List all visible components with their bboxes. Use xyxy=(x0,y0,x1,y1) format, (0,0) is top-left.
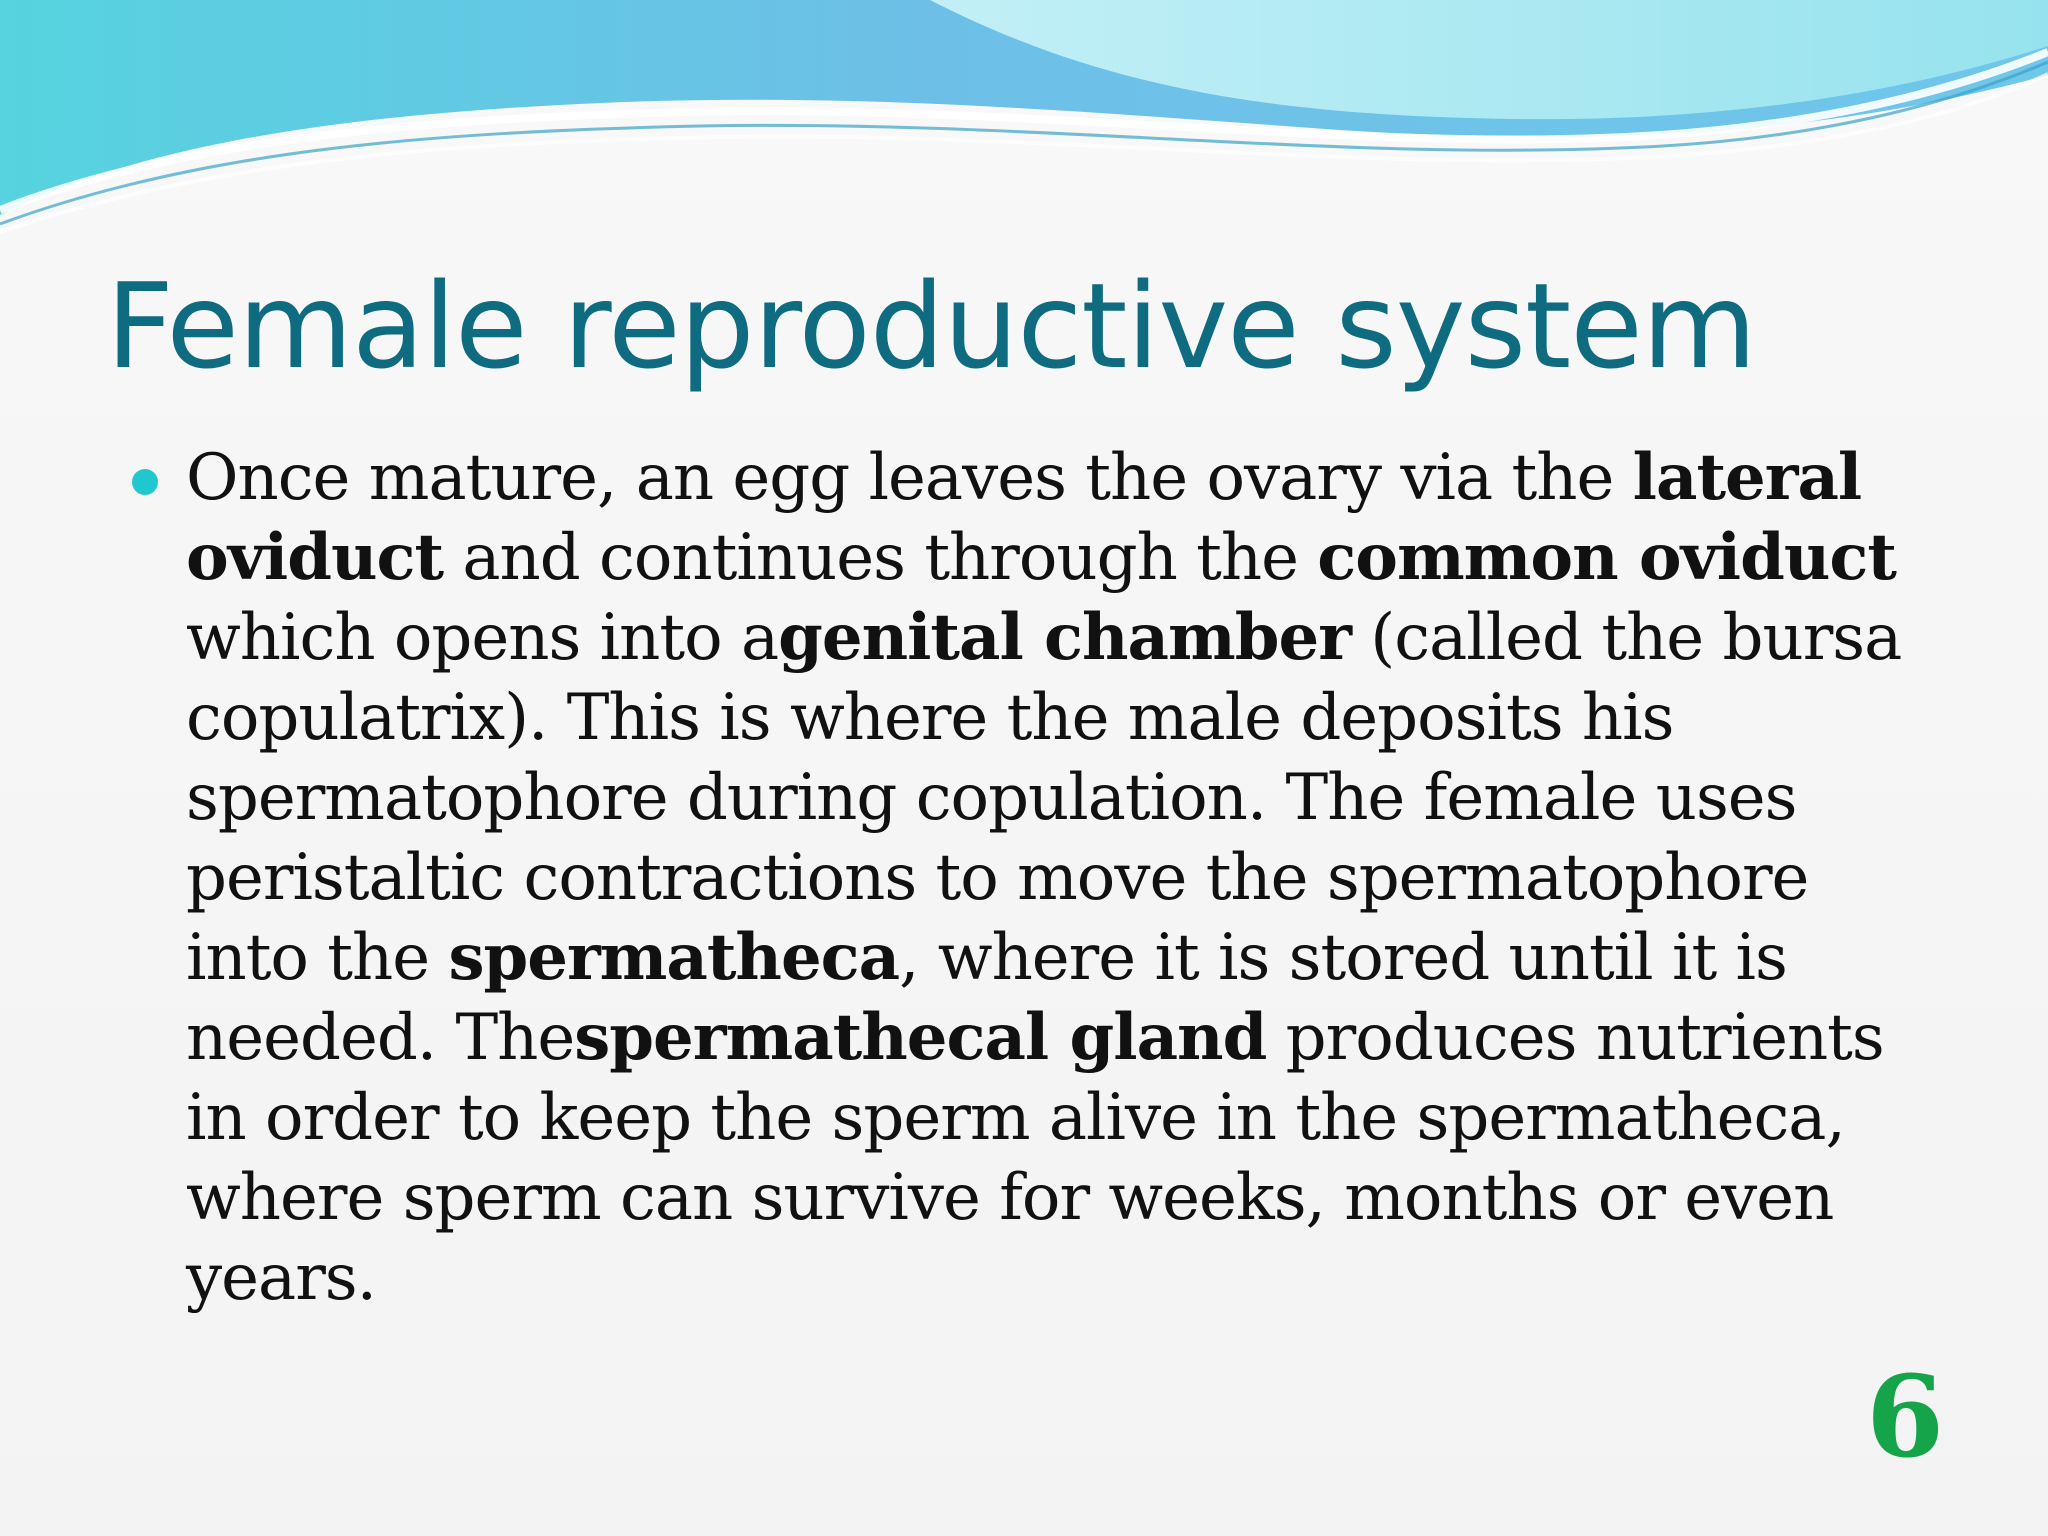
decorative-wave-banner xyxy=(0,0,2048,260)
bullet-segment-4: common oviduct xyxy=(1317,520,1896,595)
page-number: 6 xyxy=(1866,1352,1944,1483)
bullet-item xyxy=(128,438,1948,1318)
bullet-segment-11: produces nutrients in order to keep the sperm alive in the spermatheca, where sperm can survive for weeks, months or even years. xyxy=(186,1001,1884,1315)
bullet-segment-8: spermatheca xyxy=(448,920,900,995)
bullet-segment-7: (called the bursa copulatrix). This is where the male deposits his spermatophore during copulation. The female uses peristaltic contractions to move the spermatophore into the xyxy=(186,601,1902,995)
bullet-segment-5: which opens into a xyxy=(186,601,779,675)
bullet-segment-9: , where it is stored until it is needed. The xyxy=(186,921,1787,1075)
bullet-segment-3: and continues through the xyxy=(443,521,1318,595)
slide-title: Female reproductive system xyxy=(106,257,1756,395)
bullet-segment-2: lateral oviduct xyxy=(186,440,1862,595)
bullet-segment-1: Once mature, an egg leaves the ovary via the xyxy=(186,441,1633,515)
bullet-segment-10: spermathecal gland xyxy=(574,1000,1267,1075)
bullet-segment-6: genital chamber xyxy=(778,600,1351,675)
bullet-text xyxy=(186,441,1901,1315)
bullet-list xyxy=(128,438,1948,1318)
bullet-dot-icon xyxy=(132,469,158,495)
